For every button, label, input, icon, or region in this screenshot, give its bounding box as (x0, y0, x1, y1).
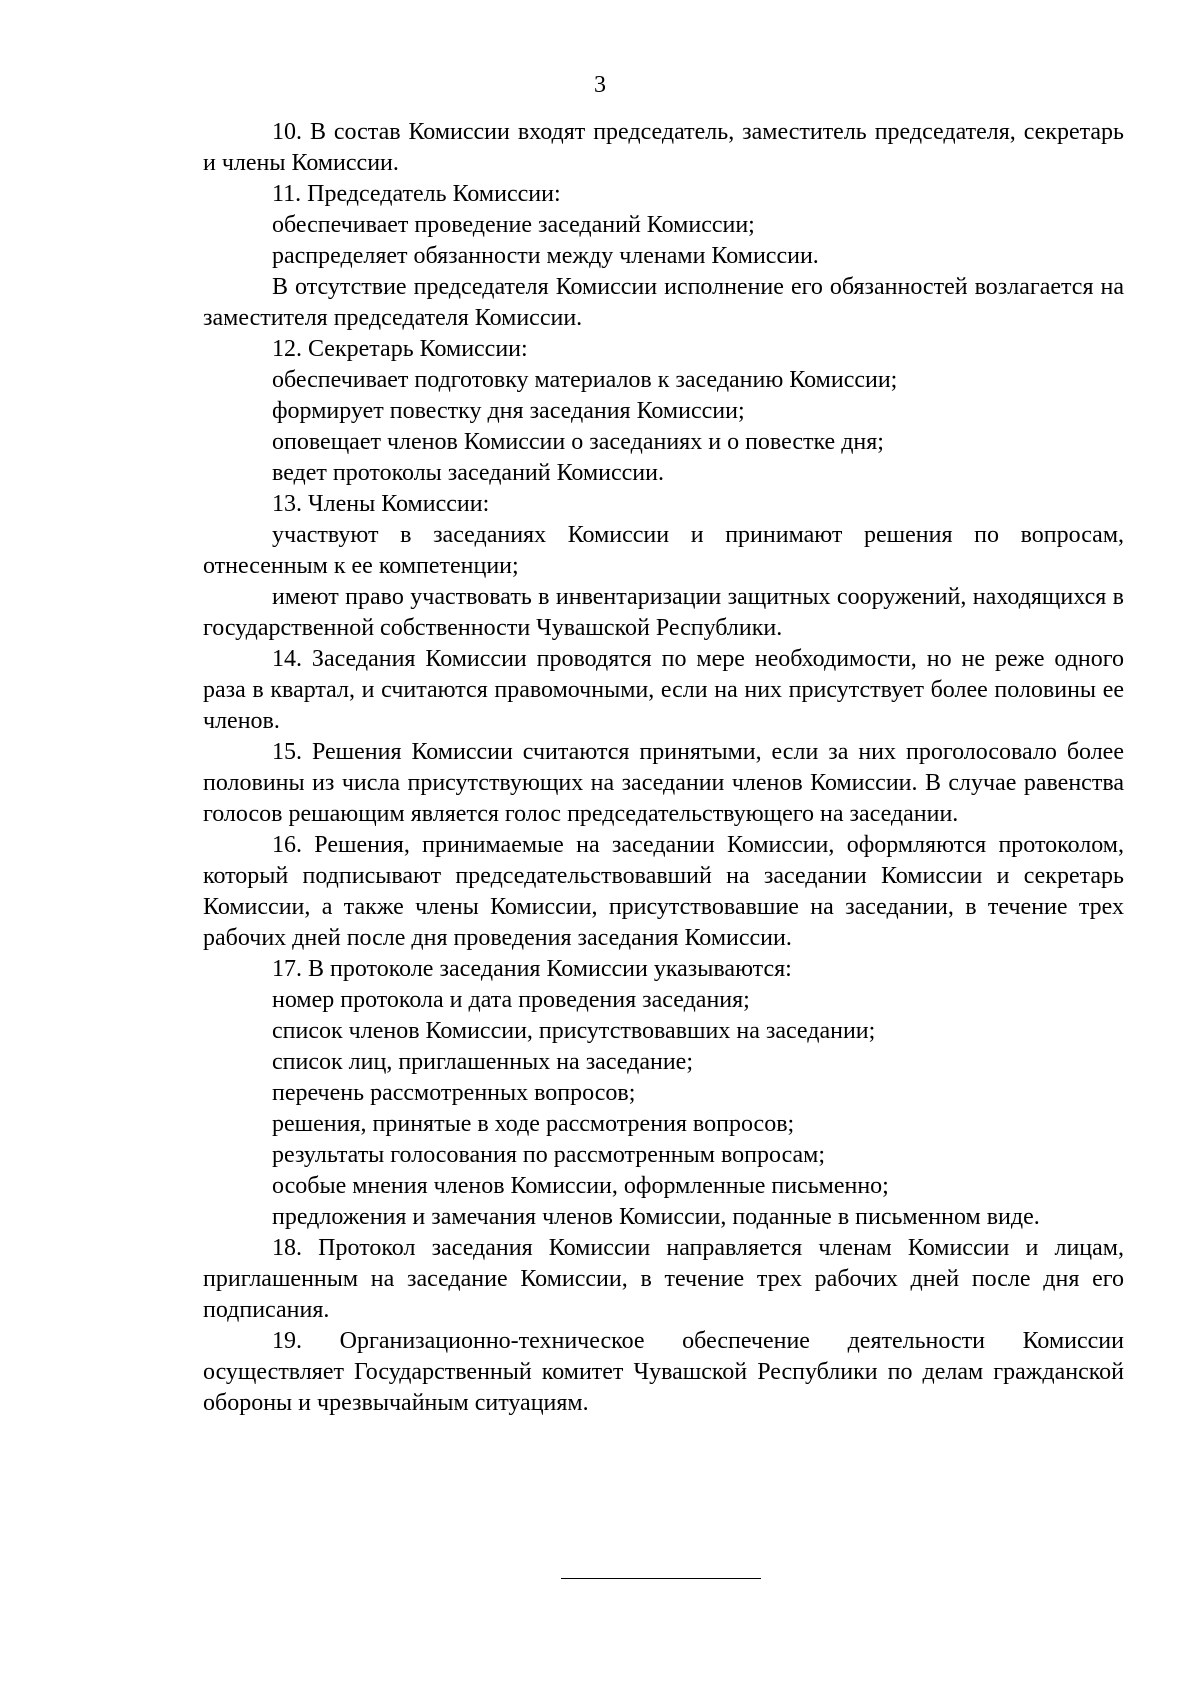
document-body (203, 117, 1124, 1419)
secretary-duty-agenda: формирует повестку дня заседания Комиссии; (272, 398, 745, 424)
paragraph-14-meetings: 14. Заседания Комиссии проводятся по мере необходимости, но не реже одного раза в квартал, и считаются правомочными, если на них присутствует более половины ее членов. (203, 646, 1124, 734)
paragraph-11-chairman-heading: 11. Председатель Комиссии: (272, 181, 561, 207)
paragraph-10-composition: 10. В состав Комиссии входят председатель, заместитель председателя, секретарь и члены Комиссии. (203, 119, 1124, 176)
secretary-duty-minutes: ведет протоколы заседаний Комиссии. (272, 460, 664, 486)
paragraph-12-secretary-heading: 12. Секретарь Комиссии: (272, 336, 528, 362)
protocol-item-opinions: особые мнения членов Комиссии, оформленные письменно; (272, 1173, 889, 1199)
paragraph-19-support: 19. Организационно-техническое обеспечение деятельности Комиссии осуществляет Государственный комитет Чувашской Республики по делам гражданской обороны и чрезвычайным ситуациям. (203, 1328, 1124, 1416)
paragraph-15-decisions: 15. Решения Комиссии считаются принятыми, если за них проголосовало более половины из числа присутствующих на заседании членов Комиссии. В случае равенства голосов решающим является голос председательствующего на заседании. (203, 739, 1124, 827)
chairman-absence-clause: В отсутствие председателя Комиссии исполнение его обязанностей возлагается на заместителя председателя Комиссии. (203, 274, 1124, 331)
closing-divider-line (561, 1578, 761, 1579)
secretary-duty-materials: обеспечивает подготовку материалов к заседанию Комиссии; (272, 367, 898, 393)
protocol-item-questions: перечень рассмотренных вопросов; (272, 1080, 636, 1106)
paragraph-16-protocol: 16. Решения, принимаемые на заседании Комиссии, оформляются протоколом, который подписывают председательствовавший на заседании Комиссии и секретарь Комиссии, а также члены Комиссии, присутствовавшие на заседании, в течение трех рабочих дней после дня проведения заседания Комиссии. (203, 832, 1124, 951)
protocol-item-members-present: список членов Комиссии, присутствовавших на заседании; (272, 1018, 876, 1044)
paragraph-17-protocol-contents-heading: 17. В протоколе заседания Комиссии указываются: (272, 956, 792, 982)
paragraph-18-distribution: 18. Протокол заседания Комиссии направляется членам Комиссии и лицам, приглашенным на заседание Комиссии, в течение трех рабочих дней после дня его подписания. (203, 1235, 1124, 1323)
chairman-duty-meetings: обеспечивает проведение заседаний Комиссии; (272, 212, 755, 238)
chairman-duty-distribution: распределяет обязанности между членами Комиссии. (272, 243, 819, 269)
protocol-item-invited: список лиц, приглашенных на заседание; (272, 1049, 693, 1075)
page-number: 3 (594, 72, 606, 98)
protocol-item-decisions: решения, принятые в ходе рассмотрения вопросов; (272, 1111, 795, 1137)
protocol-item-voting: результаты голосования по рассмотренным вопросам; (272, 1142, 826, 1168)
protocol-item-number-date: номер протокола и дата проведения заседания; (272, 987, 750, 1013)
members-right-inventory: имеют право участвовать в инвентаризации защитных сооружений, находящихся в государственной собственности Чувашской Республики. (203, 584, 1124, 641)
protocol-item-proposals: предложения и замечания членов Комиссии, поданные в письменном виде. (272, 1204, 1040, 1230)
paragraph-13-members-heading: 13. Члены Комиссии: (272, 491, 490, 517)
secretary-duty-notify: оповещает членов Комиссии о заседаниях и о повестке дня; (272, 429, 884, 455)
members-duty-participate: участвуют в заседаниях Комиссии и принимают решения по вопросам, отнесенным к ее компетенции; (203, 522, 1124, 579)
